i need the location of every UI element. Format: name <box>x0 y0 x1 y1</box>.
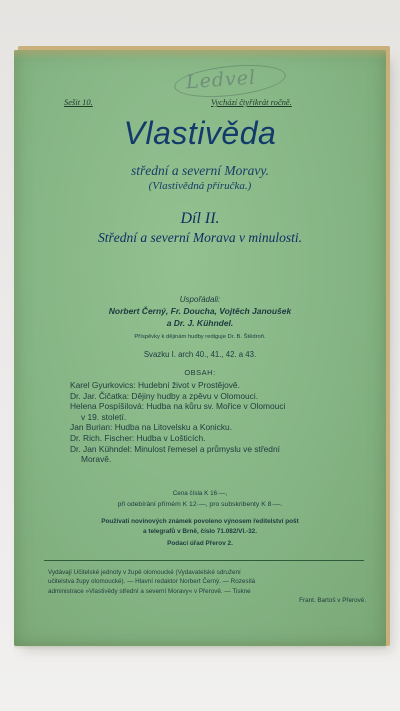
pencil-note: Ledvel <box>185 66 257 94</box>
organizers-line-2: a Dr. J. Kühndel. <box>166 318 234 328</box>
footer-line: Frant. Bartoš v Přerově. <box>299 597 366 605</box>
footer-line: učitelstva župy olomoucké). — Hlavní redaktor Norbert Černý. — Rozesílá <box>48 578 256 586</box>
volume-sheets: Svazku I. arch 40., 41., 42. a 43. <box>143 350 257 359</box>
contents-item: Dr. Jar. Čičatka: Dějiny hudby a zpěvu v Olomouci. <box>70 390 259 401</box>
contents-list <box>70 380 360 465</box>
contents-item: Dr. Jan Kühndel: Minulost řemesel a průmyslu ve střední <box>70 443 280 454</box>
footer-line: administrace »Vlastivědy střední a severní Moravy« v Přerově. — Tiskne <box>48 587 251 595</box>
price-line-1: Cena čísla K 16·—, <box>172 490 228 497</box>
organizers-line-1: Norbert Černý, Fr. Doucha, Vojtěch Janoušek <box>108 306 292 316</box>
cover-subtitle: střední a severní Moravy. <box>131 163 269 178</box>
price-line-2: při odebírání přímém K 12·—, pro subskribenty K 8·—. <box>117 501 283 508</box>
contents-item: Helena Pospíšilová: Hudba na kůru sv. Mořice v Olomouci <box>70 401 286 412</box>
organizers-label: Uspořádali: <box>179 295 221 304</box>
footer-divider <box>44 560 364 561</box>
postal-office: Podací úřad Přerov 2. <box>167 540 233 547</box>
publication-frequency: Vychází čtyřikrát ročně. <box>211 97 292 107</box>
contents-item: Karel Gyurkovics: Hudební život v Prostějově. <box>70 380 240 390</box>
cover-subtitle-note: (Vlastivědná příručka.) <box>148 180 252 192</box>
contents-label: OBSAH: <box>184 368 216 377</box>
publisher-footer <box>48 568 366 606</box>
contents-item: Moravě. <box>81 454 112 465</box>
postal-note-2: a telegrafů v Brně, číslo 71.082/VI.-32. <box>142 528 258 535</box>
cover-bottom-shade <box>14 642 386 650</box>
music-editor-note: Příspěvky k dějinám hudby rediguje Dr. B. Štědroň. <box>134 334 266 340</box>
book-cover <box>14 50 386 646</box>
cover-title: Vlastivěda <box>123 115 277 151</box>
contents-item: Jan Burian: Hudba na Litovelsku a Konicku. <box>70 422 233 433</box>
issue-number: Sešit 10. <box>64 97 93 107</box>
cover-edge-wear <box>14 50 386 60</box>
part-title: Střední a severní Morava v minulosti. <box>98 230 302 245</box>
contents-item: Dr. Rich. Fischer: Hudba v Lošticích. <box>70 432 206 443</box>
postal-note-1: Používati novinových známek povoleno výnosem ředitelství pošt <box>101 518 299 525</box>
contents-item: v 19. století. <box>81 411 127 422</box>
footer-line: Vydávají Učitelské jednoty v župě olomoucké (Vydavatelské sdružení <box>48 569 241 576</box>
part-number: Díl II. <box>180 210 220 227</box>
